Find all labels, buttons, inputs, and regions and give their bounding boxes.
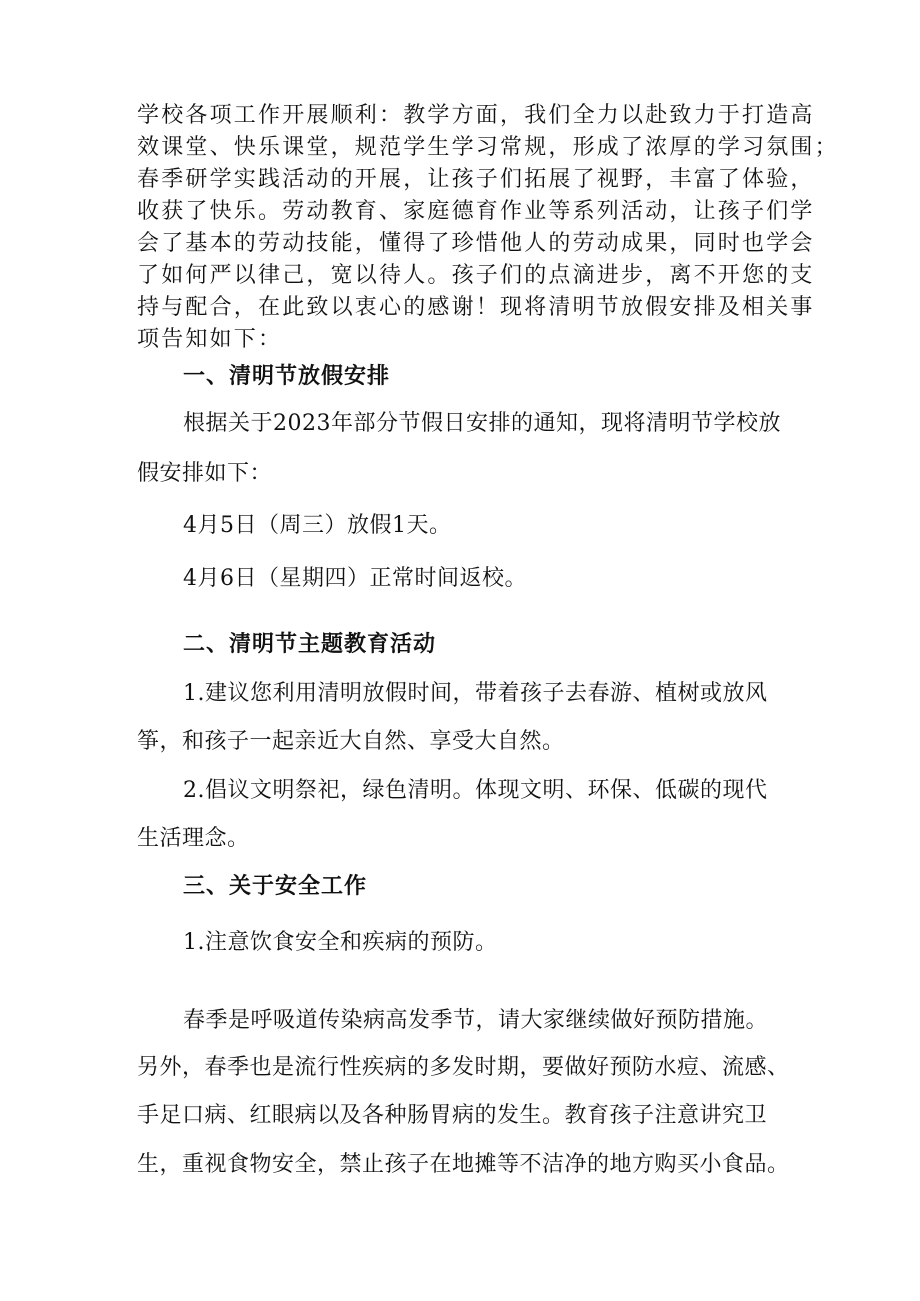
intro-line: 会了基本的劳动技能，懂得了珍惜他人的劳动成果，同时也学会: [137, 231, 815, 256]
return-item: 4月6日（星期四）正常时间返校。: [183, 566, 527, 591]
intro-line: 了如何严以律己，宽以待人。孩子们的点滴进步，离不开您的支: [137, 263, 815, 288]
intro-line: 春季研学实践活动的开展，让孩子们拓展了视野，丰富了体验，: [137, 167, 815, 192]
section-heading-safety: 三、关于安全工作: [183, 874, 368, 899]
activity-item-line: 2.倡议文明祭祀，绿色清明。体现文明、环保、低碳的现代: [183, 778, 768, 803]
holiday-notice-line: 假安排如下：: [137, 461, 273, 486]
holiday-notice-line: 根据关于2023年部分节假日安排的通知，现将清明节学校放: [183, 411, 781, 436]
intro-line: 收获了快乐。劳动教育、家庭德育作业等系列活动，让孩子们学: [137, 199, 815, 224]
activity-item-line: 筝，和孩子一起亲近大自然、享受大自然。: [137, 729, 565, 754]
activity-item-line: 1.建议您利用清明放假时间，带着孩子去春游、植树或放风: [183, 681, 768, 706]
intro-line: 效课堂、快乐课堂，规范学生学习常规，形成了浓厚的学习氛围；: [137, 135, 839, 160]
activity-item-line: 生活理念。: [137, 826, 250, 851]
holiday-item: 4月5日（周三）放假1天。: [183, 513, 452, 538]
section-heading-theme-activities: 二、清明节主题教育活动: [183, 632, 437, 657]
safety-paragraph-line: 另外，春季也是流行性疾病的多发时期，要做好预防水痘、流感、: [137, 1055, 790, 1080]
intro-line: 项告知如下：: [137, 327, 283, 352]
safety-item: 1.注意饮食安全和疾病的预防。: [183, 930, 498, 955]
section-heading-holiday-schedule: 一、清明节放假安排: [183, 364, 391, 389]
safety-paragraph-line: 手足口病、红眼病以及各种肠胃病的发生。教育孩子注意讲究卫: [137, 1103, 768, 1128]
safety-paragraph-line: 生，重视食物安全，禁止孩子在地摊等不洁净的地方购买小食品。: [137, 1152, 790, 1177]
safety-paragraph-line: 春季是呼吸道传染病高发季节，请大家继续做好预防措施。: [183, 1008, 769, 1033]
intro-line: 学校各项工作开展顺利：教学方面，我们全力以赴致力于打造高: [137, 103, 815, 128]
intro-line: 持与配合，在此致以衷心的感谢！现将清明节放假安排及相关事: [137, 295, 815, 320]
